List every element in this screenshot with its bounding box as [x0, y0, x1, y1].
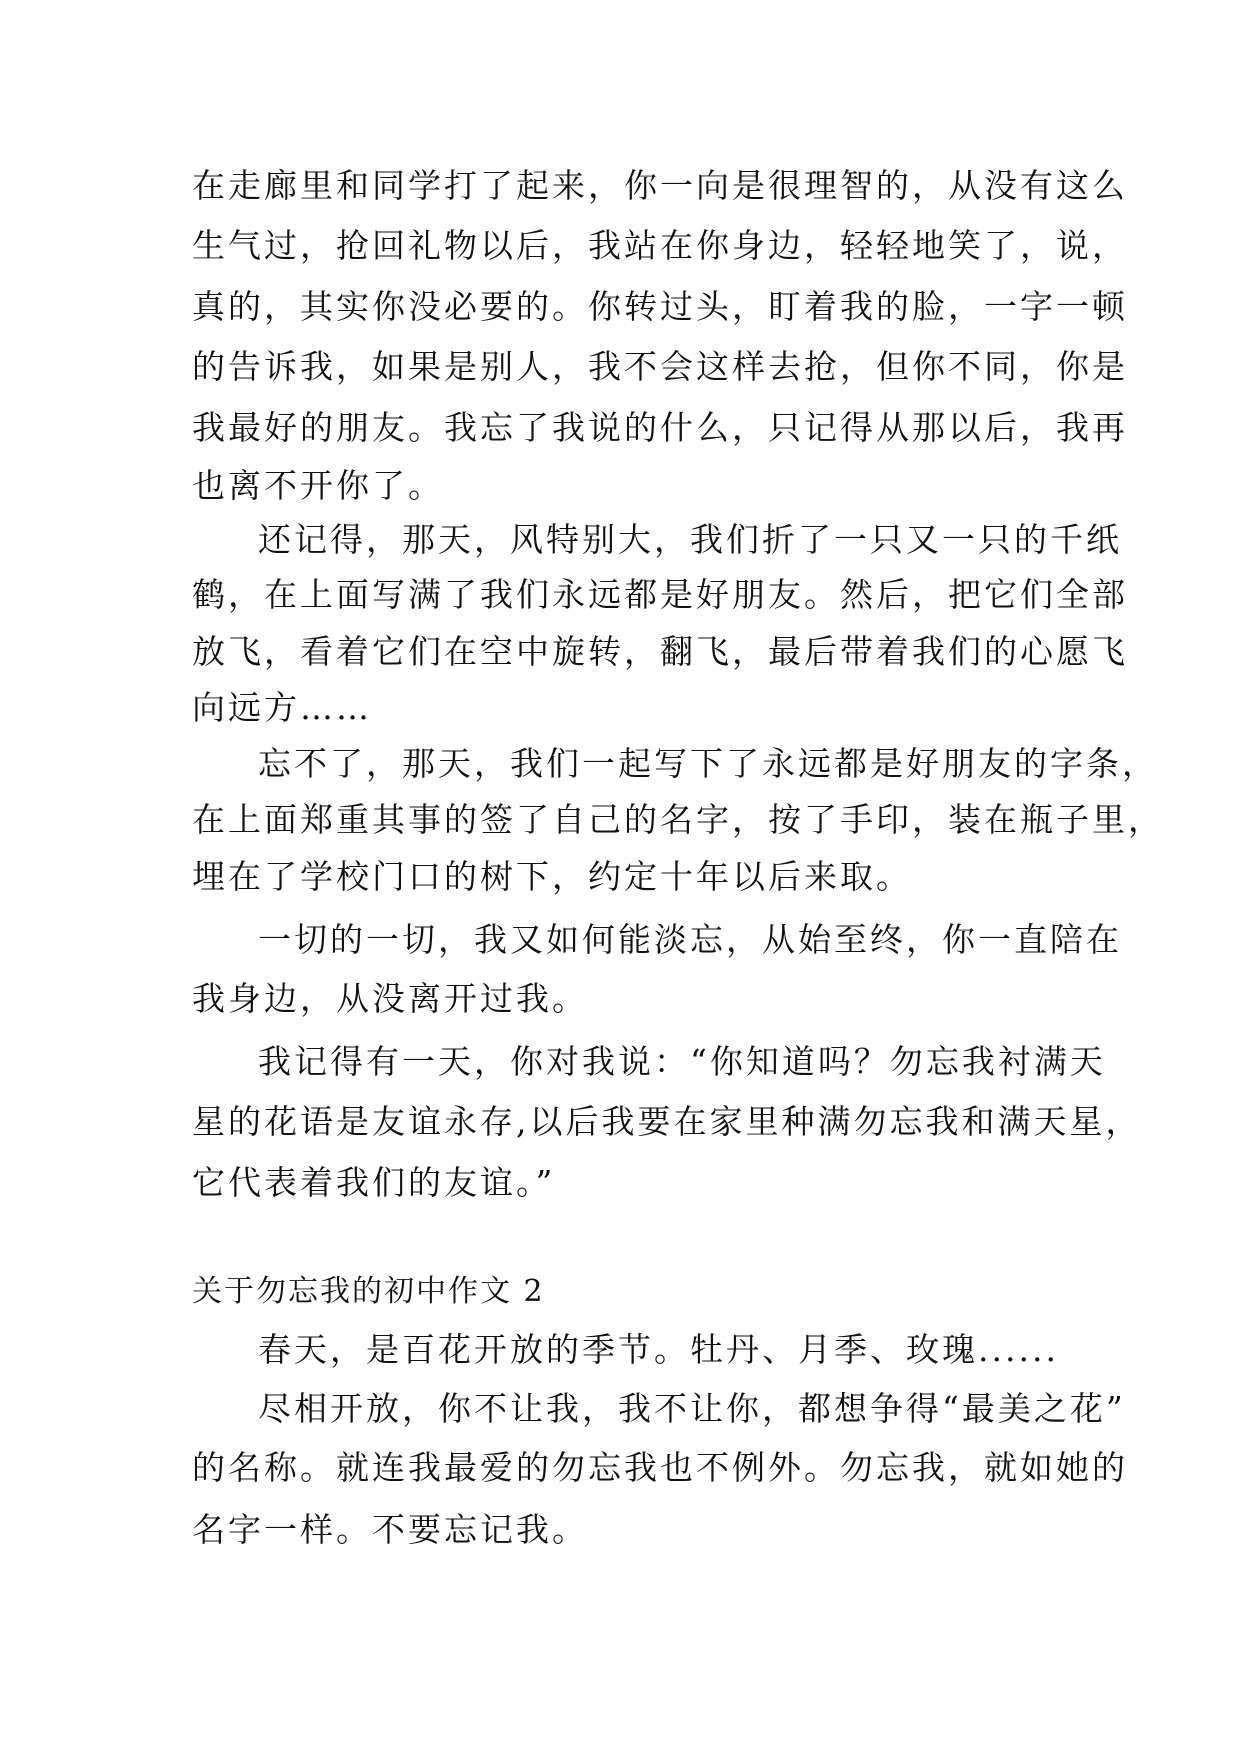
text-line: 忘不了，那天，我们一起写下了永远都是好朋友的字条， — [258, 744, 1158, 783]
text-line: 还记得，那天，风特别大，我们折了一只又一只的千纸 — [258, 520, 1122, 559]
text-line: 我身边，从没离开过我。 — [192, 979, 588, 1018]
text-line: 一切的一切，我又如何能淡忘，从始至终，你一直陪在 — [258, 920, 1122, 959]
text-line: 鹤，在上面写满了我们永远都是好朋友。然后，把它们全部 — [192, 575, 1128, 614]
text-line: 春天，是百花开放的季节。牡丹、月季、玫瑰...... — [258, 1330, 1059, 1369]
text-line: 尽相开放，你不让我，我不让你，都想争得“最美之花” — [258, 1389, 1126, 1428]
text-line: 生气过，抢回礼物以后，我站在你身边，轻轻地笑了，说， — [192, 226, 1128, 265]
section-title: 关于勿忘我的初中作文 2 — [192, 1274, 545, 1309]
text-line: 名字一样。不要忘记我。 — [192, 1510, 588, 1549]
text-line: 也离不开你了。 — [192, 466, 444, 505]
text-line: 的名称。就连我最爱的勿忘我也不例外。勿忘我，就如她的 — [192, 1448, 1128, 1487]
text-line: 在走廊里和同学打了起来，你一向是很理智的，从没有这么 — [192, 166, 1128, 205]
text-line: 埋在了学校门口的树下，约定十年以后来取。 — [192, 857, 912, 896]
text-line: 我记得有一天，你对我说：“你知道吗？勿忘我衬满天 — [258, 1042, 1106, 1081]
text-line: 向远方…… — [192, 688, 372, 727]
text-line: 我最好的朋友。我忘了我说的什么，只记得从那以后，我再 — [192, 408, 1128, 447]
text-line: 放飞，看着它们在空中旋转，翻飞，最后带着我们的心愿飞 — [192, 632, 1128, 671]
text-line: 真的，其实你没必要的。你转过头，盯着我的脸，一字一顿 — [192, 287, 1128, 326]
text-line: 的告诉我，如果是别人，我不会这样去抢，但你不同，你是 — [192, 347, 1128, 386]
text-line: 星的花语是友谊永存,以后我要在家里种满勿忘我和满天星， — [192, 1102, 1142, 1141]
text-line: 在上面郑重其事的签了自己的名字，按了手印，装在瓶子里， — [192, 800, 1164, 839]
text-line: 它代表着我们的友谊。” — [192, 1163, 556, 1202]
